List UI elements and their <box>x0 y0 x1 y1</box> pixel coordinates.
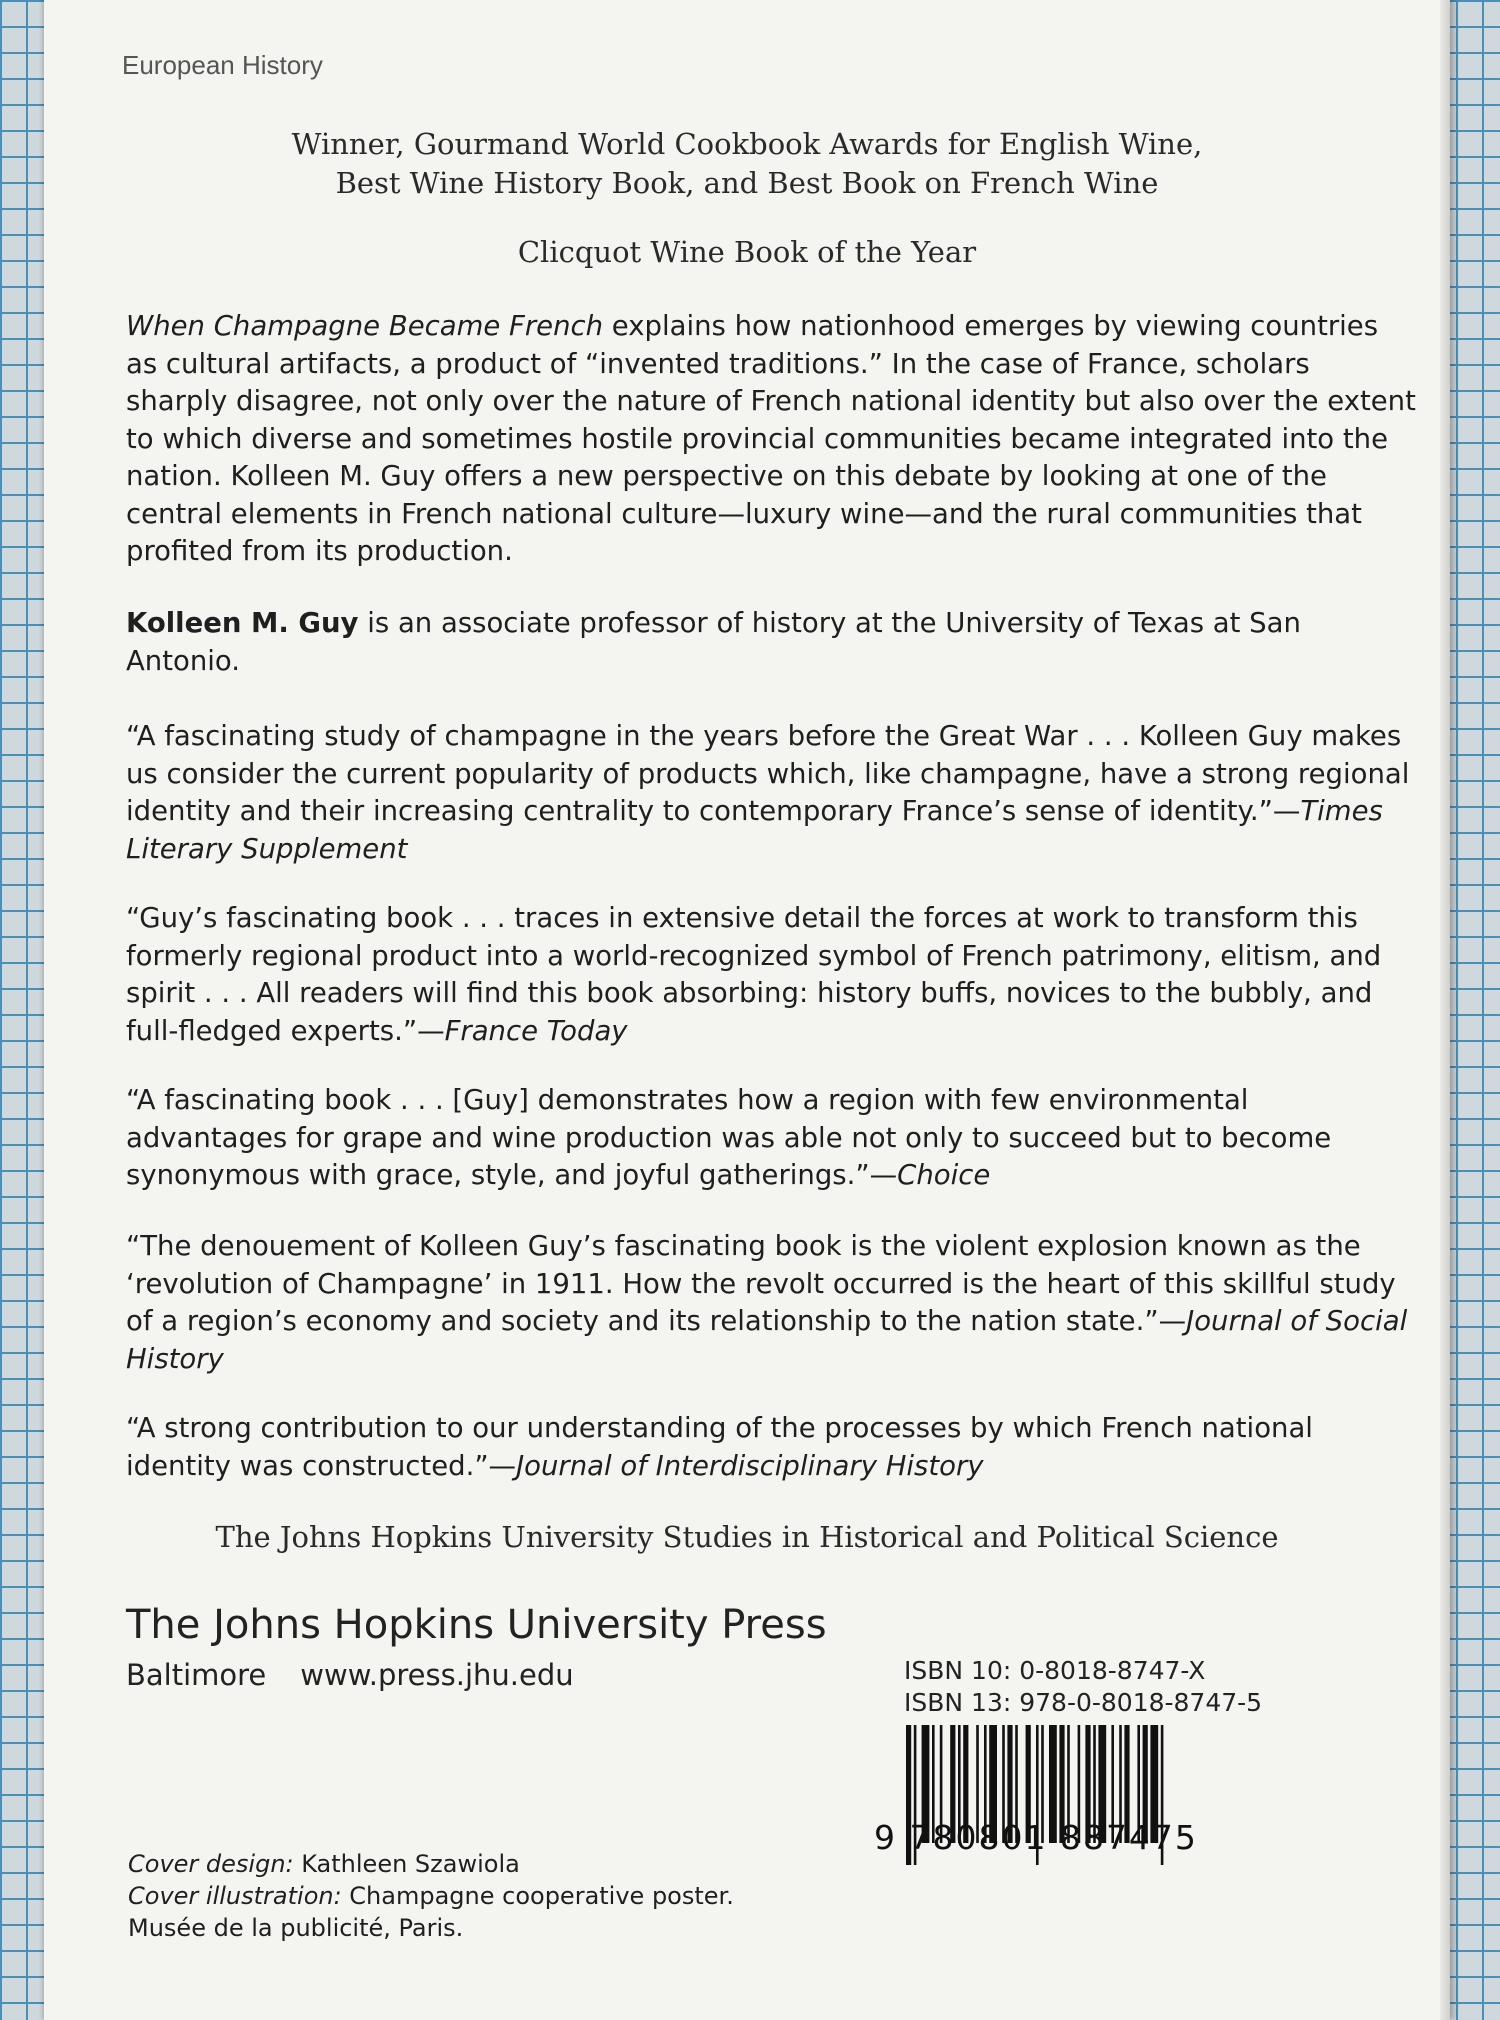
museum-credit: Musée de la publicité, Paris. <box>128 1914 464 1942</box>
cover-design-name: Kathleen Szawiola <box>293 1850 520 1878</box>
review-quote <box>126 1082 1416 1195</box>
quote-text: “Guy’s fascinating book . . . traces in extensive detail the forces at work to transform this formerly regional product into a world-recognized symbol of French patrimony, elitism, and spirit . . . All readers will find this book absorbing: history buffs, novices to the bubbly, and full-fledged experts.”— <box>126 902 1382 1047</box>
book-back-cover <box>44 0 1450 2020</box>
author-bio-text: is an associate professor of history at the University of Texas at San Antonio. <box>126 607 1301 677</box>
cover-credits <box>128 1848 734 1944</box>
cover-design-credit <box>128 1848 734 1880</box>
awards-line-1: Winner, Gourmand World Cookbook Awards for English Wine, <box>291 127 1203 161</box>
quote-source: Choice <box>897 1159 991 1191</box>
publisher-details <box>126 1658 608 1692</box>
publisher-url: www.press.jhu.edu <box>300 1658 574 1692</box>
cover-design-label: Cover design: <box>128 1850 294 1878</box>
awards-heading <box>44 125 1450 203</box>
quote-source: Journal of Interdisciplinary History <box>516 1449 984 1482</box>
review-quote <box>126 1410 1416 1485</box>
author-bio <box>126 605 1416 680</box>
publisher-name: The Johns Hopkins University Press <box>126 1602 827 1648</box>
isbn-13: ISBN 13: 978-0-8018-8747-5 <box>904 1688 1263 1717</box>
awards-line-2: Best Wine History Book, and Best Book on French Wine <box>335 166 1159 200</box>
series-name: The Johns Hopkins University Studies in Historical and Political Science <box>215 1520 1279 1554</box>
clicquot-award: Clicquot Wine Book of the Year <box>517 235 977 269</box>
cover-illustration-label: Cover illustration: <box>128 1882 342 1910</box>
quote-text: “The denouement of Kolleen Guy’s fascinating book is the violent explosion known as the ‘revolution of Champagne’ in 1911. How the revolt occurred is the heart of this skillful study of a region’s economy and society and its relationship to the nation state.”— <box>126 1230 1396 1337</box>
quote-source: France Today <box>444 1014 628 1047</box>
quote-source: Journal of Social History <box>126 1305 1408 1375</box>
cover-illustration-credit <box>128 1880 734 1912</box>
isbn-10: ISBN 10: 0-8018-8747-X <box>904 1656 1206 1685</box>
isbn-block <box>904 1655 1262 1719</box>
book-title: When Champagne Became French <box>126 310 604 342</box>
review-quote <box>126 718 1416 868</box>
quote-text: “A strong contribution to our understanding of the processes by which French national identity was constructed.”— <box>126 1412 1313 1482</box>
description-body: explains how nationhood emerges by viewing countries as cultural artifacts, a product of “invented traditions.” In the case of France, scholars sharply disagree, not only over the nature of French national identity but also over the extent to which diverse and sometimes hostile provincial communities became integrated into the nation. Kolleen M. Guy offers a new perspective on this debate by looking at one of the central elements in French national culture—luxury wine—and the rural communities that profited from its production. <box>126 310 1416 567</box>
publisher-city: Baltimore <box>126 1658 267 1692</box>
quote-text: “A fascinating study of champagne in the years before the Great War . . . Kolleen Guy makes us consider the current popularity of products which, like champagne, have a strong regional identity and their increasing centrality to contemporary France’s sense of identity.”— <box>126 720 1410 827</box>
quote-source: Times Literary Supplement <box>126 795 1383 865</box>
book-description <box>126 308 1416 571</box>
cover-illustration-value: Champagne cooperative poster. <box>341 1882 734 1910</box>
review-quote <box>126 900 1416 1050</box>
barcode-digits: 9 780801 887475 <box>874 1818 1198 1857</box>
category-label: European History <box>122 50 323 80</box>
author-name: Kolleen M. Guy <box>126 607 359 639</box>
review-quote <box>126 1228 1416 1378</box>
quote-text: “A fascinating book . . . [Guy] demonstrates how a region with few environmental advantages for grape and wine production was able not only to succeed but to become synonymous with grace, style, and joyful gatherings.”— <box>126 1084 1332 1191</box>
